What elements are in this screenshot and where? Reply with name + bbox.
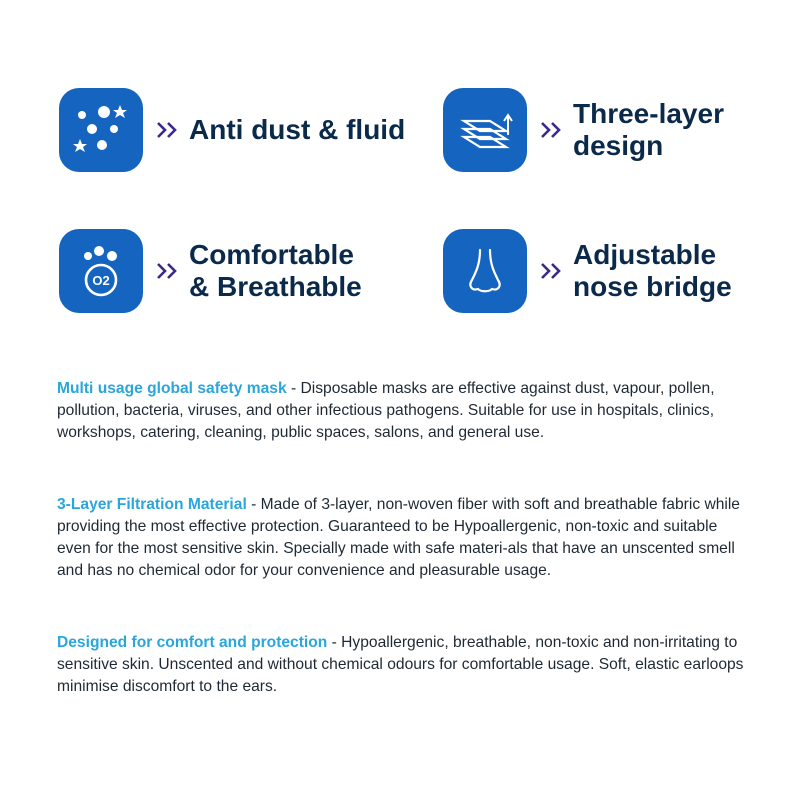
feature-label: Adjustable nose bridge	[573, 239, 732, 302]
paragraph-body: - Disposable masks are effective against dust, vapour, pollen, pollution, bacteria, viruses, and other infectious pathogens. Suitable for use in hospitals, clinics, workshops, catering, cleaning, public spaces, salons, and general use.	[57, 380, 715, 441]
feature-breathable	[59, 229, 362, 313]
nose-icon	[443, 229, 527, 313]
layers-icon	[443, 88, 527, 172]
feature-label: Comfortable & Breathable	[189, 239, 362, 302]
paragraph-filtration	[57, 494, 747, 582]
paragraph-body: - Made of 3-layer, non-woven fiber with soft and breathable fabric while providing the most effective protection. Guaranteed to be Hypoallergenic, non-toxic and suitable even for the most sensitive skin. Specially made with safe materi-als that have an unscented smell and has no chemical odor for your convenience and pleasurable usage.	[57, 496, 740, 579]
chevron-right-icon	[155, 120, 181, 140]
paragraph-lead: Multi usage global safety mask	[57, 380, 287, 397]
paragraph-multi-usage	[57, 378, 747, 444]
paragraph-lead: 3-Layer Filtration Material	[57, 496, 247, 513]
feature-anti-dust	[59, 88, 405, 172]
chevron-right-icon	[539, 261, 565, 281]
particles-icon	[59, 88, 143, 172]
chevron-right-icon	[155, 261, 181, 281]
feature-label: Anti dust & fluid	[189, 114, 406, 145]
feature-nose-bridge	[443, 229, 732, 313]
chevron-right-icon	[539, 120, 565, 140]
paragraph-comfort	[57, 632, 747, 698]
oxygen-label: O2	[92, 273, 110, 288]
oxygen-icon	[59, 229, 143, 313]
feature-label: Three-layer design	[573, 98, 724, 161]
paragraph-body: - Hypoallergenic, breathable, non-toxic and non-irritating to sensitive skin. Unscented and without chemical odours for comfortable usage. Soft, elastic earloops minimise discomfort to the ears.	[57, 634, 744, 695]
paragraph-lead: Designed for comfort and protection	[57, 634, 328, 651]
feature-three-layer	[443, 88, 724, 172]
